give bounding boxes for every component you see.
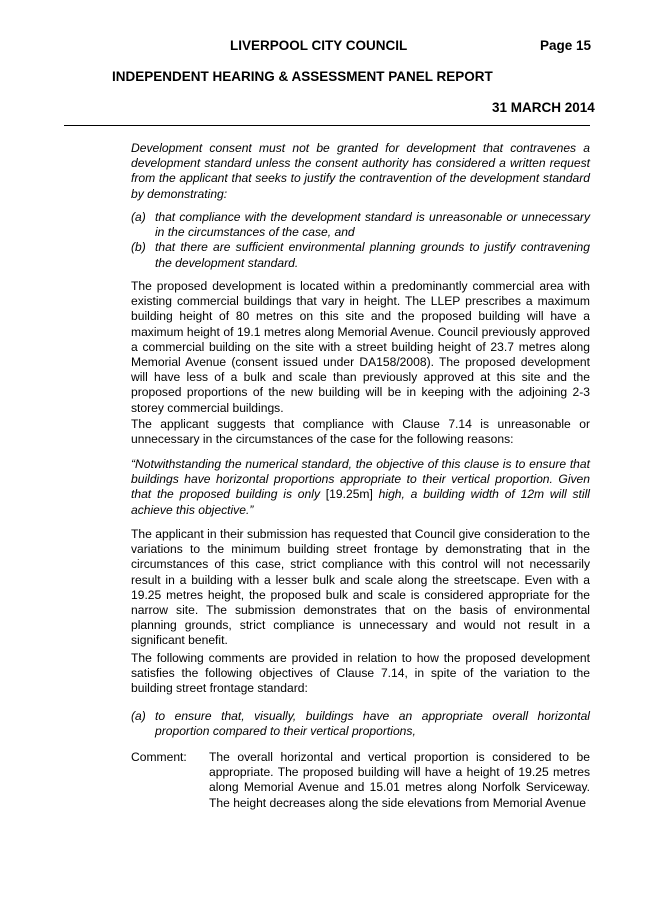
list-item-text: that compliance with the development standard is unreasonable or unnecessary in the circumstances of the case, and	[155, 210, 590, 240]
applicant-text: The applicant suggests that compliance with Clause 7.14 is unreasonable or unnecessary in the circumstances of the case for the following reasons:	[131, 417, 590, 447]
list-item-text: that there are sufficient environmental planning grounds to justify contravening the development standard.	[155, 240, 590, 270]
list-item	[131, 240, 590, 270]
report-title: INDEPENDENT HEARING & ASSESSMENT PANEL REPORT	[112, 69, 493, 84]
comment-text: The overall horizontal and vertical proportion is considered to be appropriate. The proposed building will have a height of 19.25 metres along Memorial Avenue and 15.01 metres along Norfolk Serviceway. The height decreases along the side elevations from Memorial Avenue	[209, 750, 590, 810]
criteria-list	[131, 210, 590, 271]
submission-text: The applicant in their submission has requested that Council give consideration to the variations to the minimum building street frontage by demonstrating that in the circumstances of this case, strict compliance with this control will not necessarily result in a building with a lesser bulk and scale along the streetscape. Even with a 19.25 metres height, the proposed bulk and scale is considered appropriate for the narrow site. The submission demonstrates that on the basis of environmental planning grounds, strict compliance is unnecessary and would not result in a significant benefit.	[131, 527, 590, 648]
objective-list	[131, 709, 590, 739]
comment-label: Comment:	[131, 750, 187, 764]
list-item	[131, 709, 590, 739]
intro-text: Development consent must not be granted for development that contravenes a development standard unless the consent authority has considered a written request from the applicant that seeks to justify the contravention of the development standard by demonstrating:	[131, 141, 590, 201]
applicant-quote	[131, 457, 590, 518]
quote-insert: [19.25m]	[325, 487, 373, 502]
site-text: The proposed development is located within a predominantly commercial area with existing commercial buildings that vary in height. The LLEP prescribes a maximum building height of 80 metres on this site and the proposed building will have a maximum height of 19.1 metres along Memorial Avenue. Council previously approved a commercial building on the site with a street building height of 23.7 metres along Memorial Avenue (consent issued under DA158/2008). The proposed development will have less of a bulk and scale than previously approved at this site and the proposed proportions of the new building will be in keeping with the adjoining 2-3 storey commercial buildings.	[131, 279, 590, 415]
list-item-label: (a)	[131, 210, 146, 224]
paragraph-site	[131, 279, 590, 416]
paragraph-objectives	[131, 651, 590, 697]
list-item-text: to ensure that, visually, buildings have an appropriate overall horizontal proportion compared to their vertical proportions,	[155, 709, 590, 739]
paragraph-intro	[131, 141, 590, 202]
header-divider	[64, 125, 590, 126]
quote-part-2: high, a building width of 12m will still achieve this objective.”	[131, 487, 590, 517]
paragraph-submission	[131, 527, 590, 649]
comment-block	[131, 750, 590, 811]
council-name: LIVERPOOL CITY COUNCIL	[230, 38, 408, 53]
objectives-text: The following comments are provided in relation to how the proposed development satisfies the following objectives of Clause 7.14, in spite of the variation to the building street frontage standard:	[131, 651, 590, 696]
page-number: Page 15	[540, 38, 592, 53]
list-item-label: (a)	[131, 709, 146, 723]
paragraph-applicant	[131, 417, 590, 447]
quote-part-1: “Notwithstanding the numerical standard, the objective of this clause is to ensure that buildings have horizontal proportions appropriate to their vertical proportion. Given that the proposed building is only	[131, 457, 590, 502]
report-date: 31 MARCH 2014	[492, 100, 595, 115]
list-item-label: (b)	[131, 240, 146, 255]
list-item	[131, 210, 590, 240]
